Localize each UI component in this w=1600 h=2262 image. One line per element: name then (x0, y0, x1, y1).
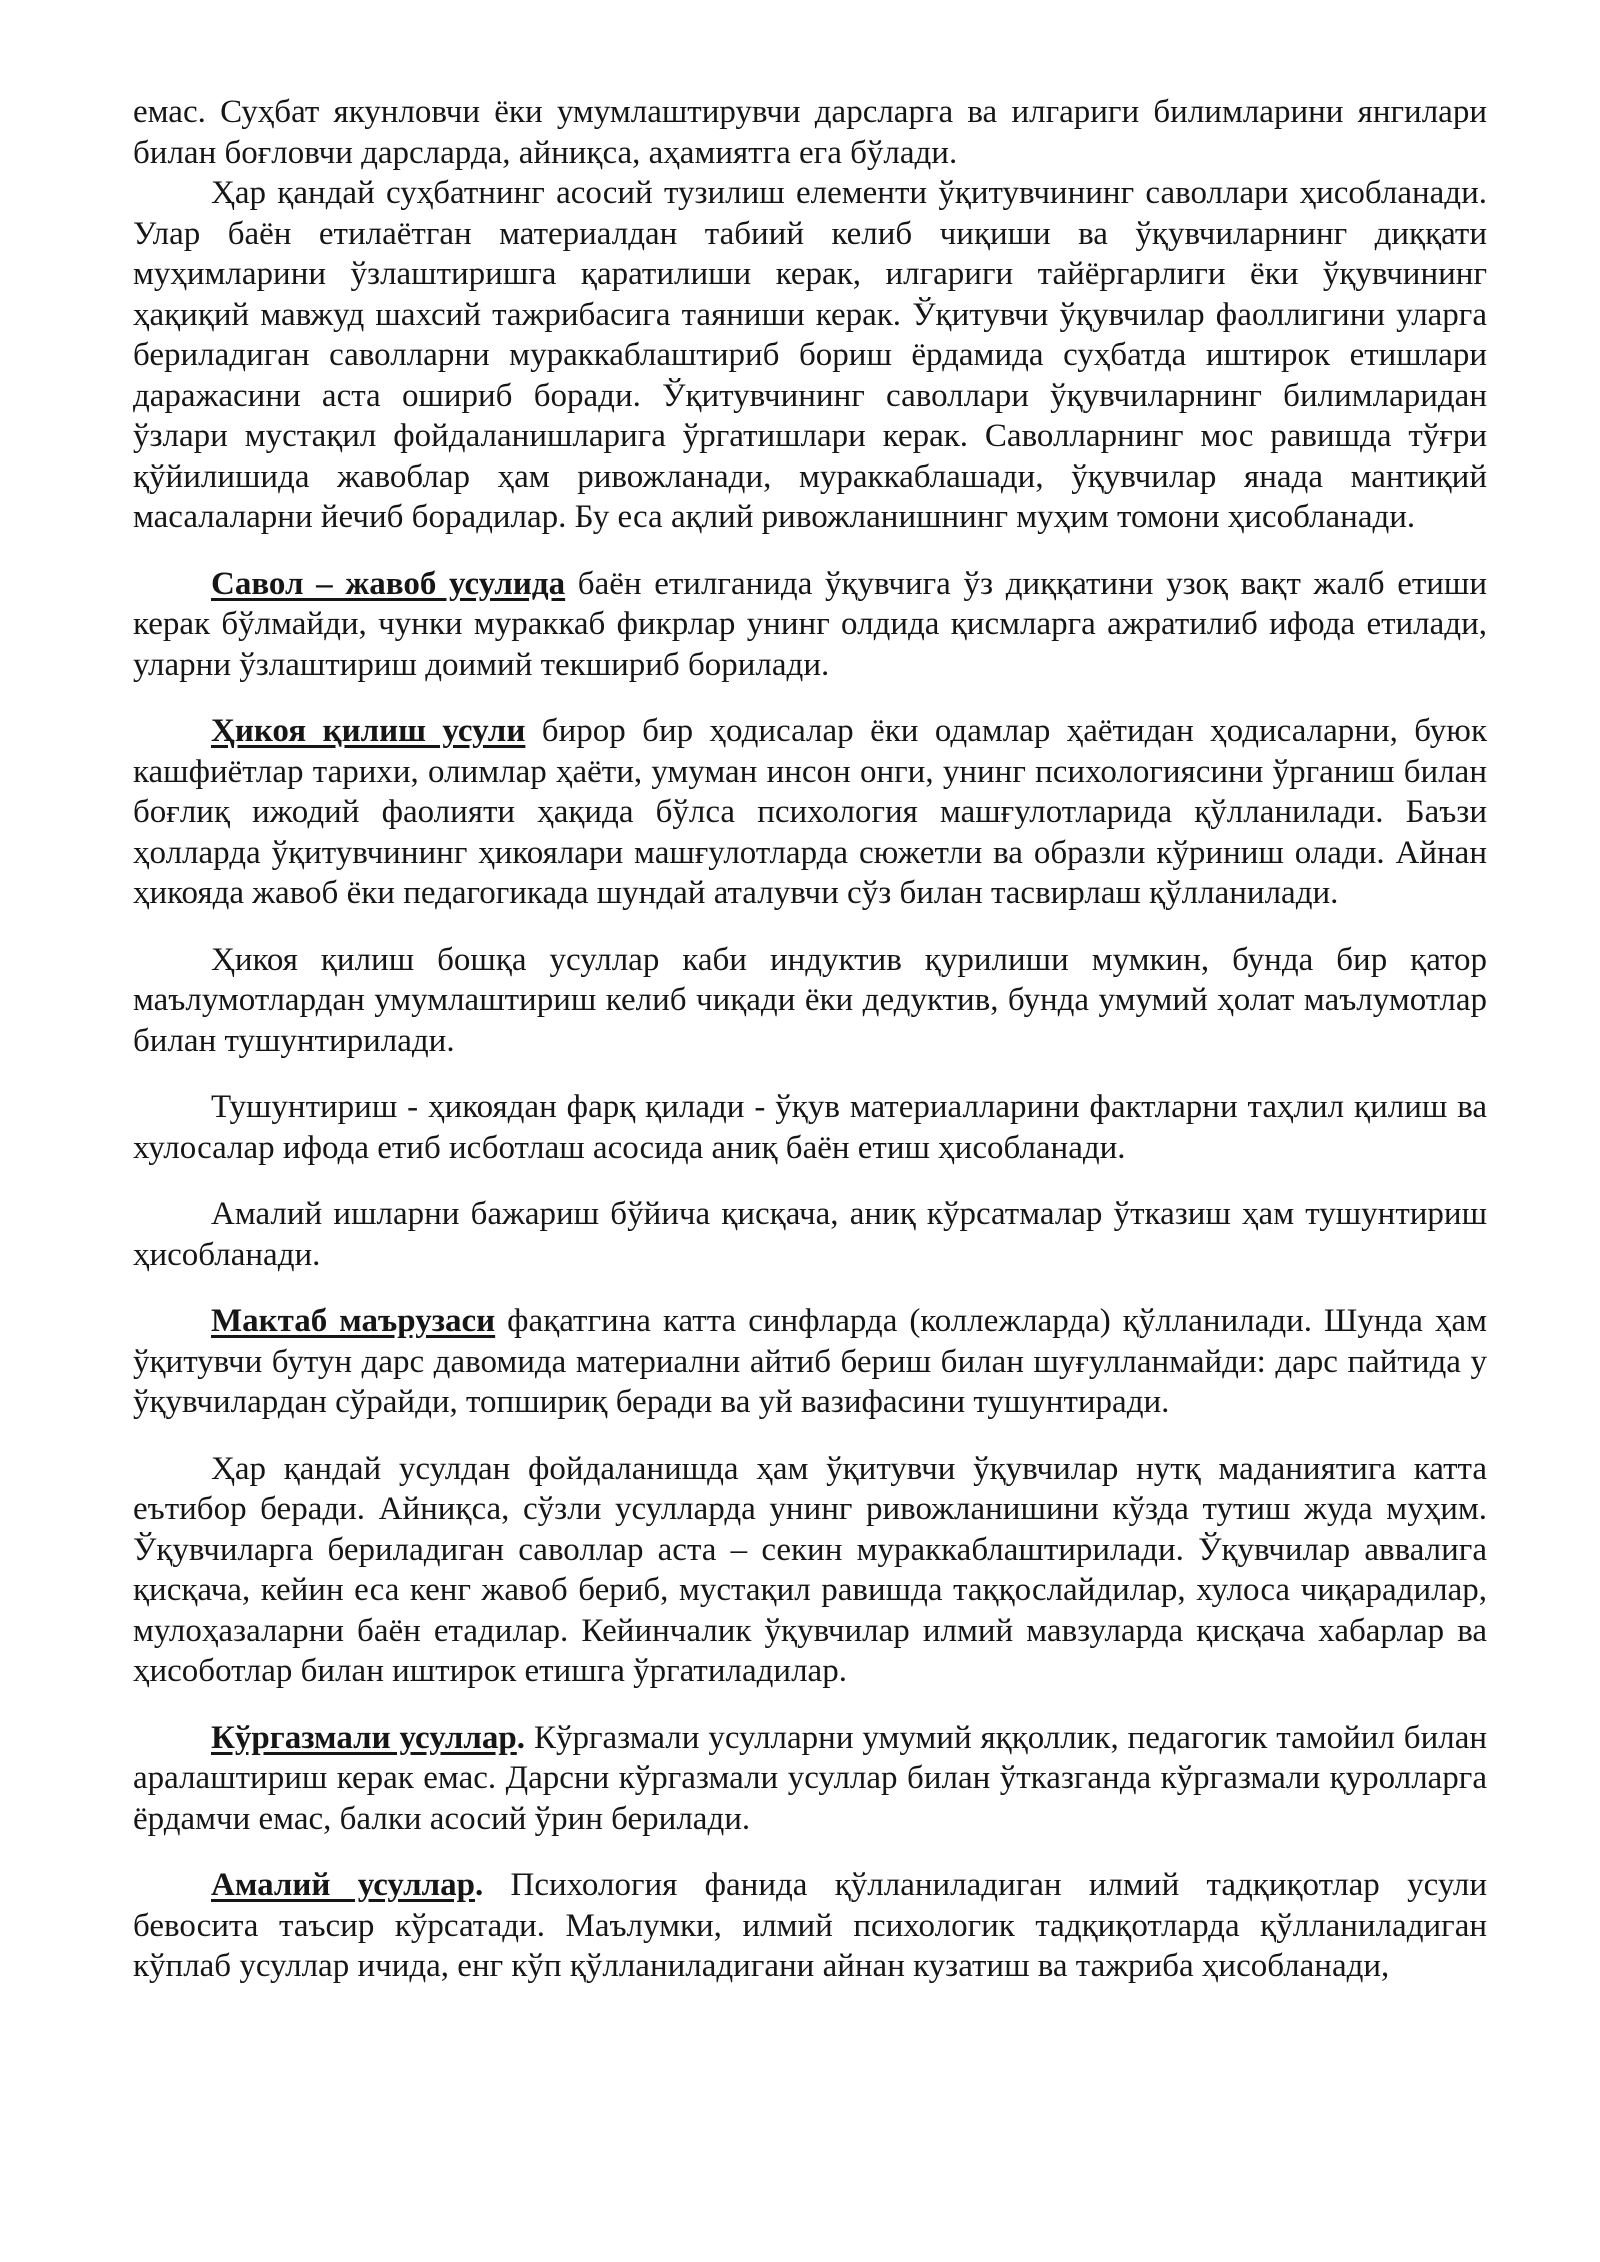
paragraph-inductive-deductive (133, 940, 1487, 1062)
paragraph-practical-methods (133, 1865, 1487, 1987)
paragraph-text: Амалий ишларни бажариш бўйича қисқача, аниқ кўрсатмалар ўтказиш ҳам тушунтириш ҳисобланади. (133, 1196, 1487, 1273)
paragraph-text: бирор бир ҳодисалар ёки одамлар ҳаётидан ҳодисаларни, буюк кашфиётлар тарихи, олимлар ҳаёти, умуман инсон онги, унинг психологиясини ўрганиш билан боғлиқ ижодий фаолияти ҳақида бўлса психология машғулотларида қўлланилади. Баъзи ҳолларда ўқитувчининг ҳикоялари машғулотларда сюжетли ва образли кўриниш олади. Айнан ҳикояда жавоб ёки педагогикада шундай аталувчи сўз билан тасвирлаш қўлланилади. (133, 713, 1487, 911)
paragraph-explanation (133, 1087, 1487, 1168)
method-term: Ҳикоя қилиш усули (211, 713, 526, 749)
term-period: . (516, 1719, 526, 1756)
paragraph-visual-methods (133, 1718, 1487, 1840)
paragraph-text: фақатгина катта синфларда (коллежларда) қўлланилади. Шунда ҳам ўқитувчи бутун дарс давомида материални айтиб бериш билан шуғулланмайди: дарс пайтида у ўқувчилардан сўрайди, топшириқ беради ва уй вазифасини тушунтиради. (133, 1303, 1488, 1420)
method-term: Амалий усуллар (211, 1867, 475, 1903)
method-term: Савол – жавоб усулида (211, 565, 566, 602)
paragraph-question-answer-method (133, 564, 1487, 686)
paragraph-text: Ҳар қандай суҳбатнинг асосий тузилиш елементи ўқитувчининг саволлари ҳисобланади. Улар баён етилаётган материалдан табиий келиб чиқиши ва ўқувчиларнинг диққати муҳимларини ўзлаштиришга қаратилиши керак, илгариги тайёргарлиги ёки ўқувчининг ҳақиқий мавжуд шахсий тажрибасига таяниши керак. Ўқитувчи ўқувчилар фаоллигини уларга бериладиган саволларни мураккаблаштириб бориш ёрдамида суҳбатда иштирок етишлари даражасини аста ошириб боради. Ўқитувчининг саволлари ўқувчиларнинг билимларидан ўзлари мустақил фойдаланишларига ўргатишлари керак. Саволларнинг мос равишда тўғри қўйилишида жавоблар ҳам ривожланади, мураккаблашади, ўқувчилар янада мантиқий масалаларни йечиб борадилар. Бу еса ақлий ривожланишнинг муҳим томони ҳисобланади. (133, 175, 1487, 535)
paragraph-speech-culture (133, 1449, 1487, 1692)
paragraph-practical-instructions (133, 1194, 1487, 1275)
paragraph-text: Ҳикоя қилиш бошқа усуллар каби индуктив қурилиши мумкин, бунда бир қатор маълумотлардан умумлаштириш келиб чиқади ёки дедуктив, бунда умумий ҳолат маълумотлар билан тушунтирилади. (133, 941, 1487, 1059)
paragraph-text: баён етилганида ўқувчига ўз диққатини узоқ вақт жалб етиши керак бўлмайди, чунки мураккаб фикрлар унинг олдида қисмларга ажратилиб ифода етилади, уларни ўзлаштириш доимий текшириб борилади. (133, 565, 1487, 683)
term-period: . (474, 1867, 484, 1903)
paragraph-text: Психология фанида қўлланиладиган илмий тадқиқотлар усули бевосита таъсир кўрсатади. Маълумки, илмий психологик тадқиқотларда қўлланиладиган кўплаб усуллар ичида, енг кўп қўлланиладигани айнан кузатиш ва тажриба ҳисобланади, (133, 1867, 1488, 1984)
method-term: Кўргазмали усуллар (211, 1719, 517, 1756)
method-term: Мактаб маърузаси (211, 1303, 496, 1339)
paragraph-storytelling-method (133, 711, 1487, 914)
paragraph-text: емас. Суҳбат якунловчи ёки умумлаштирувчи дарсларга ва илгариги билимларини янгилари билан боғловчи дарсларда, айниқса, аҳамиятга ега бўлади. (133, 94, 1487, 171)
paragraph-school-lecture (133, 1301, 1487, 1423)
paragraph-questions (133, 173, 1487, 538)
paragraph-text: Ҳар қандай усулдан фойдаланишда ҳам ўқитувчи ўқувчилар нутқ маданиятига катта еътибор беради. Айниқса, сўзли усулларда унинг ривожланишини кўзда тутиш жуда муҳим. Ўқувчиларга бериладиган саволлар аста – секин мураккаблаштирилади. Ўқувчилар аввалига қисқача, кейин еса кенг жавоб бериб, мустақил равишда таққослайдилар, хулоса чиқарадилар, мулоҳазаларни баён етадилар. Кейинчалик ўқувчилар илмий мавзуларда қисқача хабарлар ва ҳисоботлар билан иштирок етишга ўргатиладилар. (133, 1450, 1487, 1689)
paragraph-continuation (133, 92, 1487, 173)
paragraph-text: Кўргазмали усулларни умумий яққоллик, педагогик тамойил билан аралаштириш керак емас. Дарсни кўргазмали усуллар билан ўтказганда кўргазмали қуролларга ёрдамчи емас, балки асосий ўрин берилади. (133, 1719, 1488, 1837)
paragraph-text: Тушунтириш - ҳикоядан фарқ қилади - ўқув материалларини фактларни таҳлил қилиш ва хулосалар ифода етиб исботлаш асосида аниқ баён етиш ҳисобланади. (133, 1089, 1487, 1166)
